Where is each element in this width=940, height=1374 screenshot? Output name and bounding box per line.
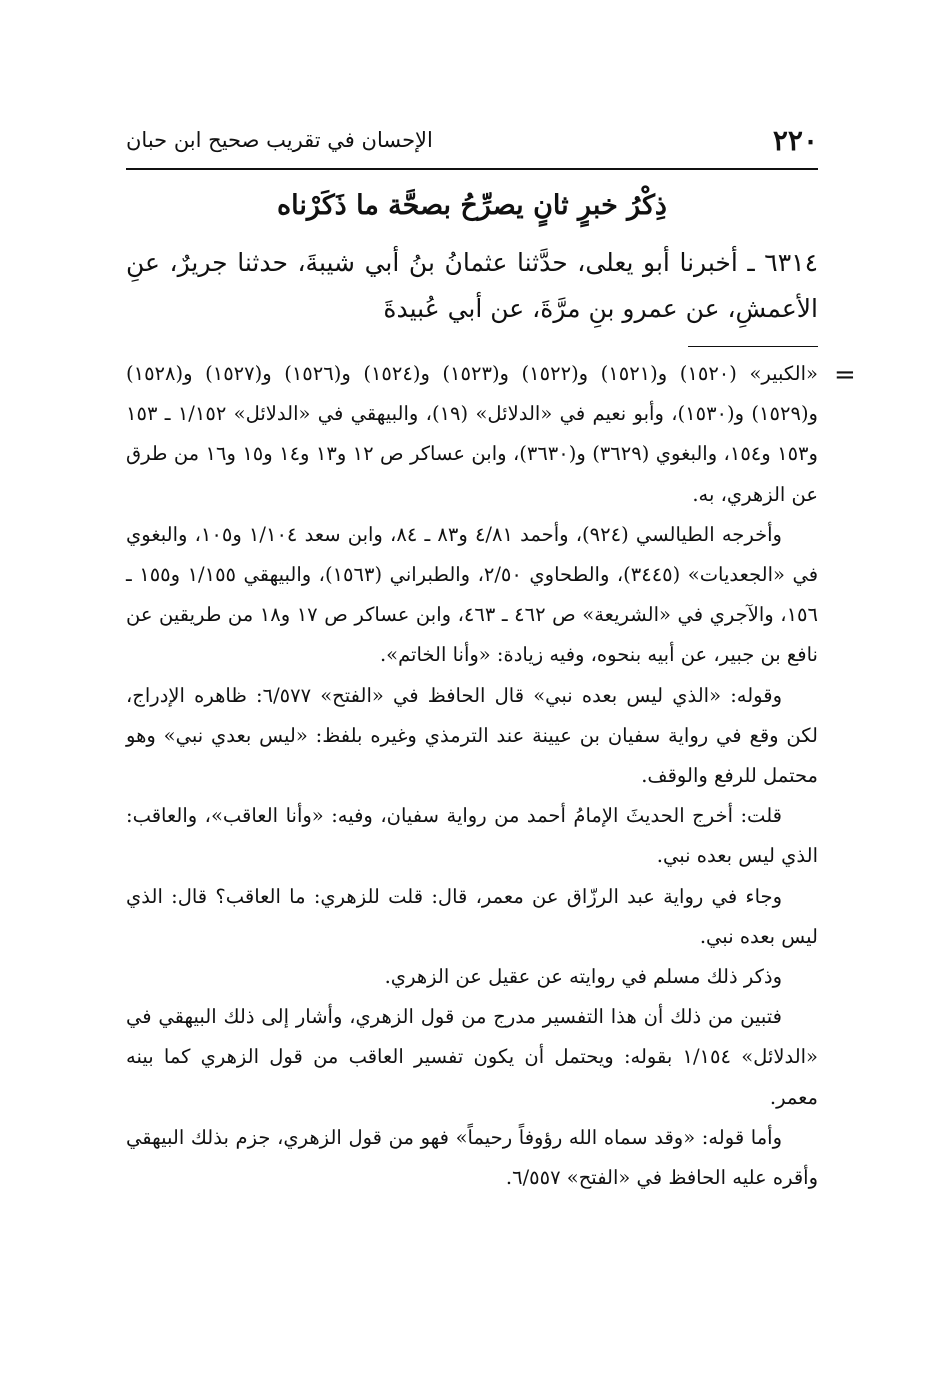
running-header <box>126 122 818 166</box>
page-number: ٢٢٠ <box>772 124 818 157</box>
section-title: ذِكْرُ خبرٍ ثانٍ يصرِّحُ بصحَّة ما ذَكَرْناه <box>277 190 667 221</box>
hadith-number: ٦٣١٤ <box>764 248 818 277</box>
footnote-paragraph: فتبين من ذلك أن هذا التفسير مدرج من قول الزهري، وأشار إلى ذلك البيهقي في «الدلائل» ١/١٥٤ بقوله: ويحتمل أن يكون تفسير العاقب من قول الزهري كما بينه معمر. <box>126 1005 818 1109</box>
hadith-body: ـ أخبرنا أبو يعلى، حدَّثنا عثمانُ بنُ أبي شيبةَ، حدثنا جريرٌ، عنِ الأعمشِ، عن عمرو بنِ مرَّةَ، عن أبي عُبيدةَ <box>126 248 818 323</box>
footnote-paragraph: قلت: أخرج الحديثَ الإمامُ أحمد من رواية سفيان، وفيه: «وأنا العاقب»، والعاقب: الذي ليس بعده نبي. <box>126 804 818 868</box>
footnote-paragraph: وذكر ذلك مسلم في روايته عن عقيل عن الزهري. <box>384 965 782 989</box>
footnote-rule <box>688 346 818 347</box>
header-rule <box>126 168 818 170</box>
continuation-mark: = <box>834 360 856 390</box>
footnote-paragraph: «الكبير» (١٥٢٠) و(١٥٢١) و(١٥٢٢) و(١٥٢٣) و(١٥٢٤) و(١٥٢٦) و(١٥٢٧) و(١٥٢٨) و(١٥٢٩) و(١٥٣٠)، وأبو نعيم في «الدلائل» (١٩)، والبيهقي في «الدلائل» ١/١٥٢ ـ ١٥٣ و١٥٣ و١٥٤، والبغوي (٣٦٢٩) و(٣٦٣٠)، وابن عساكر ص ١٢ و١٣ و١٤ و١٥ و١٦ من طرق عن الزهري، به. <box>126 362 818 506</box>
footnote-paragraph: وقوله: «الذي ليس بعده نبي» قال الحافظ في «الفتح» ٦/٥٧٧: ظاهره الإدراج، لكن وقع في رواية سفيان بن عيينة عند الترمذي وغيره بلفظ: «ليس بعدي نبي» وهو محتمل للرفع والوقف. <box>126 683 818 788</box>
footnote-paragraph: وأخرجه الطيالسي (٩٢٤)، وأحمد ٤/٨١ و٨٣ ـ ٨٤، وابن سعد ١/١٠٤ و١٠٥، والبغوي في «الجعديات» (٣٤٤٥)، والطحاوي ٢/٥٠، والطبراني (١٥٦٣)، والبيهقي ١/١٥٥ و١٥٥ ـ ١٥٦، والآجري في «الشريعة» ص ٤٦٢ ـ ٤٦٣، وابن عساكر ص ١٧ و١٨ من طريقين عن نافع بن جبير، عن أبيه بنحوه، وفيه زيادة: «وأنا الخاتم». <box>126 522 819 667</box>
footnote-paragraph: وأما قوله: «وقد سماه الله رؤوفاً رحيماً» فهو من قول الزهري، جزم بذلك البيهقي وأقره عليه الحافظ في «الفتح» ٦/٥٥٧. <box>126 1125 818 1190</box>
book-title: الإحسان في تقريب صحيح ابن حبان <box>126 128 433 152</box>
hadith-text <box>126 240 818 332</box>
footnote-paragraph: وجاء في رواية عبد الرزّاق عن معمر، قال: قلت للزهري: ما العاقب؟ قال: الذي ليس بعده نبي. <box>126 884 818 948</box>
footnotes <box>126 354 818 1198</box>
